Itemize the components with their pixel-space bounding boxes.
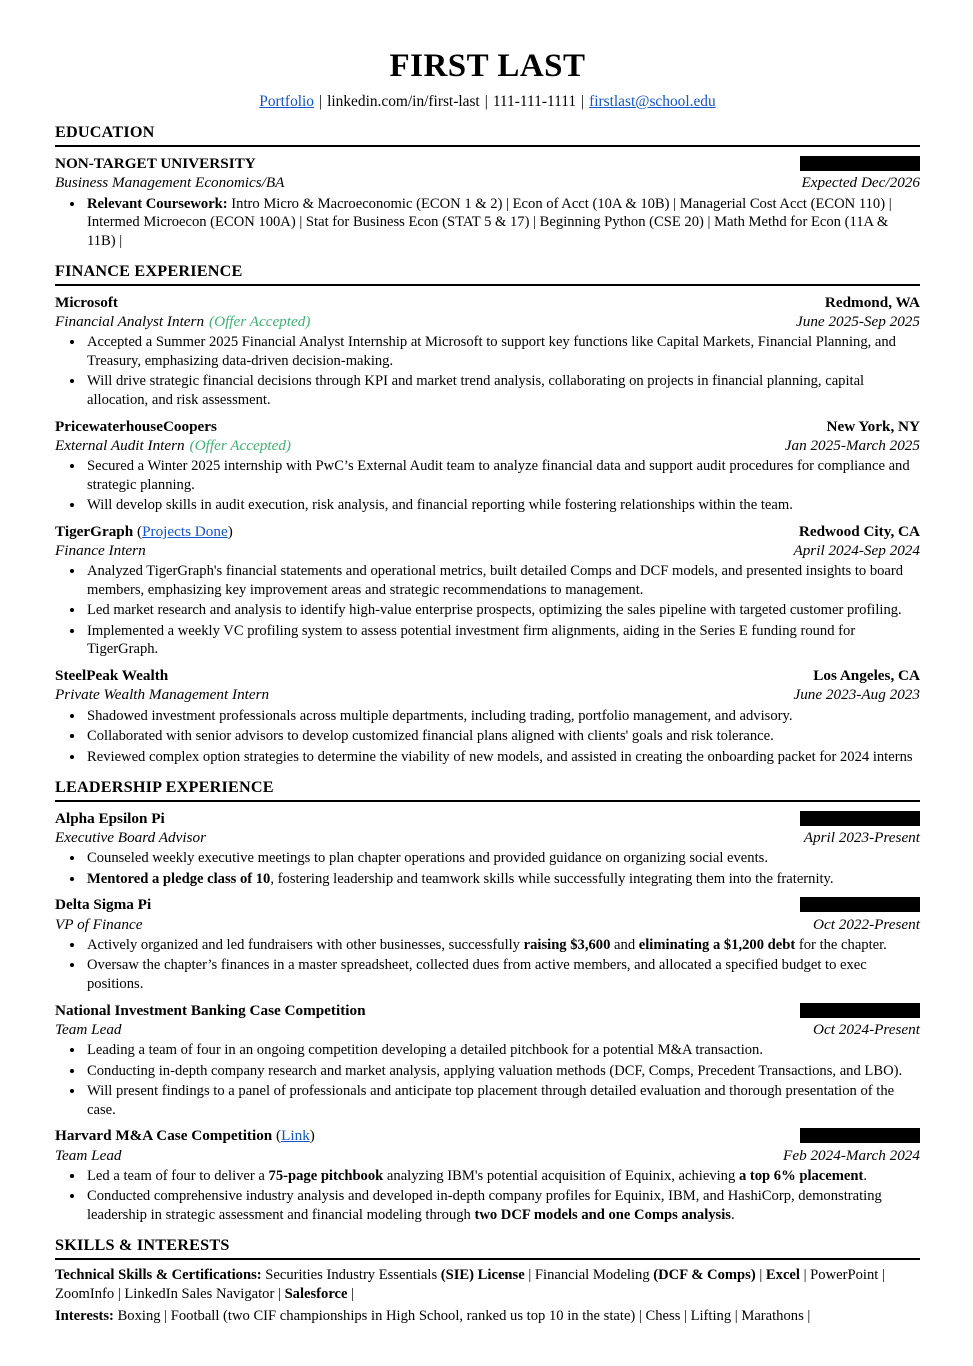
organization-label: Harvard M&A Case Competition xyxy=(55,1127,273,1145)
entry-role-row xyxy=(55,685,920,704)
resume-entry xyxy=(55,809,920,889)
role-group xyxy=(55,436,291,455)
entry-dates: April 2023-Present xyxy=(803,828,920,846)
bullet-item xyxy=(85,1062,920,1081)
bullet-text-segment: two DCF models and one Comps analysis xyxy=(474,1206,731,1223)
entry-header-row xyxy=(55,154,920,173)
organization-name xyxy=(55,522,233,541)
bullet-text-segment: analyzing IBM's potential acquisition of Equinix, achieving xyxy=(383,1167,739,1184)
bullet-list xyxy=(55,936,920,994)
org-link[interactable]: Link xyxy=(281,1127,310,1145)
bullet-text-segment: a top 6% placement xyxy=(738,1167,864,1184)
entry-location: Redwood City, CA xyxy=(798,522,920,540)
entry-role-row xyxy=(55,541,920,560)
bullet-text-segment: Analyzed TigerGraph's financial statements and operational metrics, built detailed Comps and DCF models, and presented insights to board members, emphasizing key improvement areas and strategic recommendations to management. xyxy=(87,563,904,598)
bullet-item xyxy=(85,870,920,889)
bullet-text-segment: Will present findings to a panel of professionals and anticipate top placement through detailed evaluation and thorough presentation of the case. xyxy=(87,1083,895,1118)
bullet-item xyxy=(85,457,920,494)
section-education xyxy=(55,122,920,250)
entry-role-row xyxy=(55,173,920,192)
bullet-text-segment: . xyxy=(863,1167,868,1184)
skills-text-segment: Interests: xyxy=(55,1308,118,1325)
role-group xyxy=(55,312,310,331)
entry-dates: June 2025-Sep 2025 xyxy=(796,313,920,331)
person-name: FIRST LAST xyxy=(389,48,586,84)
role-title: Team Lead xyxy=(55,1146,122,1164)
organization-name xyxy=(55,1001,366,1020)
organization-name xyxy=(55,293,118,312)
role-group xyxy=(55,828,206,847)
contact-separator: | xyxy=(581,92,585,110)
bullet-text-segment: Intro Micro & Macroeconomic (ECON 1 & 2) | Econ of Acct (10A & 10B) | Managerial Cost Acct (ECON 110) | Intermed Microecon (ECON 100A) | Stat for Business Econ (STAT 5 & 17) | Beginning Python (CSE 20) | Math Methd for Econ (11A & 11B) | xyxy=(87,195,892,249)
resume-entry xyxy=(55,895,920,993)
organization-name xyxy=(55,417,217,436)
entry-dates: Expected Dec/2026 xyxy=(801,174,920,192)
bullet-text-segment: Leading a team of four in an ongoing competition developing a detailed pitchbook for a potential M&A transaction. xyxy=(87,1042,763,1059)
entry-header-row xyxy=(55,1001,920,1020)
bullet-text-segment: Led a team of four to deliver a xyxy=(87,1167,269,1184)
bullet-item xyxy=(85,1187,920,1224)
section-heading: LEADERSHIP EXPERIENCE xyxy=(55,778,274,797)
skills-text-segment: | xyxy=(755,1267,766,1283)
organization-name xyxy=(55,895,151,914)
role-title: External Audit Intern xyxy=(55,436,185,454)
bullet-text-segment: Counseled weekly executive meetings to plan chapter operations and provided guidance on organizing social events. xyxy=(87,850,768,867)
organization-name xyxy=(55,154,256,173)
paren-open: ( xyxy=(133,522,143,540)
section-divider xyxy=(55,800,920,802)
bullet-text-segment: Will drive strategic financial decisions through KPI and market trend analysis, collaborating on projects in financial planning, capital allocation, and risk assessment. xyxy=(87,373,865,408)
organization-label: Delta Sigma Pi xyxy=(55,896,152,914)
contact-link-firstlast-school-edu[interactable]: firstlast@school.edu xyxy=(589,92,716,110)
bullet-text-segment: Conducting in-depth company research and market analysis, applying valuation methods (DCF, Comps, Precedent Transactions, and LBO). xyxy=(87,1062,903,1079)
entry-role-row xyxy=(55,1146,920,1165)
entry-role-row xyxy=(55,312,920,331)
resume-entry xyxy=(55,154,920,250)
entry-dates: June 2023-Aug 2023 xyxy=(793,686,920,704)
role-title: Financial Analyst Intern xyxy=(55,313,205,331)
section-divider xyxy=(55,145,920,147)
bullet-text-segment: Led market research and analysis to identify high-value enterprise prospects, optimizing the sales pipeline with targeted customer profiling. xyxy=(87,602,902,619)
organization-label: Alpha Epsilon Pi xyxy=(55,809,165,827)
paren-open: ( xyxy=(272,1127,282,1145)
entry-role-row xyxy=(55,915,920,934)
bullet-list xyxy=(55,1167,920,1225)
contact-link-portfolio[interactable]: Portfolio xyxy=(259,92,315,110)
bullet-item xyxy=(85,562,920,599)
contact-line xyxy=(55,92,920,112)
bullet-text-segment: Implemented a weekly VC profiling system to assess potential investment firm alignments, aiding in the Series E funding round for TigerGraph. xyxy=(87,622,856,658)
resume-entry xyxy=(55,1126,920,1224)
bullet-item xyxy=(85,496,920,515)
entry-dates: April 2024-Sep 2024 xyxy=(793,541,920,559)
organization-label: TigerGraph xyxy=(55,522,134,540)
bullet-text-segment: eliminating a $1,200 debt xyxy=(638,936,796,953)
bullet-text-segment: Will develop skills in audit execution, risk analysis, and financial reporting while fostering relationships within the team. xyxy=(87,497,793,514)
bullet-text-segment: , fostering leadership and teamwork skills while successfully integrating them into the fraternity. xyxy=(270,870,834,887)
bullet-list xyxy=(55,195,920,251)
bullet-text-segment: Relevant Coursework: xyxy=(87,195,232,212)
role-group xyxy=(55,173,284,192)
bullet-item xyxy=(85,849,920,868)
organization-name xyxy=(55,809,165,828)
section-divider xyxy=(55,1258,920,1260)
skills-text-segment: | Financial Modeling xyxy=(524,1267,654,1283)
entry-header-row xyxy=(55,1126,920,1145)
bullet-text-segment: raising $3,600 xyxy=(523,936,611,953)
bullet-text-segment: 75-page pitchbook xyxy=(268,1167,384,1184)
bullet-list xyxy=(55,849,920,888)
contact-text: linkedin.com/in/first-last xyxy=(327,92,480,110)
organization-name xyxy=(55,1126,315,1145)
bullet-item xyxy=(85,333,920,370)
skills-text-segment: Technical Skills & Certifications: xyxy=(55,1267,266,1283)
entry-header-row xyxy=(55,666,920,685)
entry-header-row xyxy=(55,293,920,312)
redacted-location xyxy=(800,897,920,912)
skills-text-segment: (SIE) License xyxy=(440,1267,525,1283)
skills-text-segment: Boxing | Football (two CIF championships in High School, ranked us top 10 in the state) | Chess | Lifting | Marathons | xyxy=(117,1308,811,1325)
section-finance-experience xyxy=(55,261,920,766)
bullet-item xyxy=(85,748,920,767)
role-group xyxy=(55,685,269,704)
bullet-item xyxy=(85,195,920,251)
bullet-item xyxy=(85,1167,920,1186)
bullet-item xyxy=(85,1082,920,1119)
redacted-location xyxy=(800,1128,920,1143)
resume-entry xyxy=(55,522,920,659)
entry-header-row xyxy=(55,417,920,436)
bullet-item xyxy=(85,372,920,409)
bullet-item xyxy=(85,707,920,726)
role-title: Finance Intern xyxy=(55,541,146,559)
bullet-item xyxy=(85,936,920,955)
section-leadership-experience xyxy=(55,777,920,1224)
entry-role-row xyxy=(55,1020,920,1039)
skills-text-segment: Salesforce xyxy=(284,1285,348,1302)
bullet-text-segment: Oversaw the chapter’s finances in a master spreadsheet, collected dues from active members, and allocated a specified budget to exec positions. xyxy=(87,957,867,992)
skills-line xyxy=(55,1307,920,1326)
role-title: VP of Finance xyxy=(55,915,143,933)
entry-dates: Feb 2024-March 2024 xyxy=(783,1146,920,1164)
redacted-location xyxy=(800,156,920,171)
entry-dates: Oct 2022-Present xyxy=(813,915,920,933)
skills-text-segment: Securities Industry Essentials xyxy=(265,1267,441,1283)
contact-separator: | xyxy=(484,92,488,110)
role-title: Business Management Economics/BA xyxy=(55,174,285,192)
skills-text-segment: (DCF & Comps) xyxy=(653,1267,756,1283)
entry-header-row xyxy=(55,522,920,541)
section-heading: FINANCE EXPERIENCE xyxy=(55,262,243,281)
role-group xyxy=(55,1146,122,1165)
bullet-text-segment: Conducted comprehensive industry analysis and developed in-depth company profiles for Equinix, IBM, and HashiCorp, demonstrating leadership in strategic assessment and financial modeling through xyxy=(87,1188,882,1223)
bullet-text-segment: Collaborated with senior advisors to develop customized financial plans aligned with clients' goals and risk tolerance. xyxy=(87,728,774,745)
role-title: Team Lead xyxy=(55,1020,122,1038)
paren-close: ) xyxy=(227,522,233,540)
bullet-text-segment: Secured a Winter 2025 internship with PwC’s External Audit team to analyze financial data and support audit procedures for compliance and strategic planning. xyxy=(87,458,910,493)
section-divider xyxy=(55,284,920,286)
section-heading: SKILLS & INTERESTS xyxy=(55,1236,230,1255)
organization-label: Microsoft xyxy=(55,293,118,311)
paren-close: ) xyxy=(309,1127,315,1145)
role-group xyxy=(55,915,142,934)
redacted-location xyxy=(800,811,920,826)
bullet-text-segment: . xyxy=(730,1206,735,1223)
resume-entry xyxy=(55,666,920,766)
bullet-list xyxy=(55,457,920,515)
entry-location: New York, NY xyxy=(826,417,920,435)
resume-entry xyxy=(55,1001,920,1120)
resume-entry xyxy=(55,293,920,410)
redacted-location xyxy=(800,1003,920,1018)
skills-text-segment: Excel xyxy=(765,1267,800,1283)
role-title: Executive Board Advisor xyxy=(55,828,206,846)
bullet-text-segment: Shadowed investment professionals across multiple departments, including trading, portfolio management, and advisory. xyxy=(87,707,793,724)
skills-text-segment: | xyxy=(347,1285,355,1302)
bullet-item xyxy=(85,727,920,746)
bullet-item xyxy=(85,622,920,659)
entry-dates: Oct 2024-Present xyxy=(813,1020,920,1038)
bullet-text-segment: Mentored a pledge class of 10 xyxy=(87,870,271,887)
role-title: Private Wealth Management Intern xyxy=(55,686,270,704)
bullet-item xyxy=(85,601,920,620)
bullet-text-segment: and xyxy=(610,936,639,953)
offer-accepted-note: (Offer Accepted) xyxy=(209,313,311,331)
org-link[interactable]: Projects Done xyxy=(142,522,228,540)
entry-header-row xyxy=(55,895,920,914)
contact-separator: | xyxy=(319,92,323,110)
bullet-list xyxy=(55,1041,920,1119)
resume-sections xyxy=(55,122,920,1325)
offer-accepted-note: (Offer Accepted) xyxy=(189,436,291,454)
bullet-item xyxy=(85,1041,920,1060)
entry-role-row xyxy=(55,828,920,847)
bullet-text-segment: Actively organized and led fundraisers with other businesses, successfully xyxy=(87,936,524,953)
bullet-list xyxy=(55,562,920,659)
role-group xyxy=(55,1020,122,1039)
skills-line xyxy=(55,1266,920,1303)
entry-header-row xyxy=(55,809,920,828)
section-skills-interests xyxy=(55,1235,920,1325)
organization-label: SteelPeak Wealth xyxy=(55,666,169,684)
contact-text: 111-111-1111 xyxy=(492,92,577,110)
organization-label: NON-TARGET UNIVERSITY xyxy=(55,155,256,173)
skills-text-segment: | PowerPoint | ZoomInfo | LinkedIn Sales Navigator | xyxy=(55,1267,885,1302)
bullet-list xyxy=(55,333,920,409)
section-heading: EDUCATION xyxy=(55,123,155,142)
resume-entry xyxy=(55,417,920,515)
entry-location: Los Angeles, CA xyxy=(813,666,920,684)
bullet-text-segment: Accepted a Summer 2025 Financial Analyst Internship at Microsoft to support key functions like Capital Markets, Financial Planning, and Treasury, emphasizing data-driven decision-making. xyxy=(87,334,896,369)
entry-role-row xyxy=(55,436,920,455)
organization-name xyxy=(55,666,168,685)
organization-label: PricewaterhouseCoopers xyxy=(55,417,217,435)
bullet-item xyxy=(85,956,920,993)
bullet-text-segment: Reviewed complex option strategies to determine the viability of new models, and assisted in creating the onboarding packet for 2024 interns xyxy=(87,748,913,765)
role-group xyxy=(55,541,146,560)
bullet-list xyxy=(55,707,920,767)
bullet-text-segment: for the chapter. xyxy=(795,936,887,953)
entry-location: Redmond, WA xyxy=(824,293,920,311)
entry-dates: Jan 2025-March 2025 xyxy=(784,436,920,454)
organization-label: National Investment Banking Case Competition xyxy=(55,1001,366,1019)
